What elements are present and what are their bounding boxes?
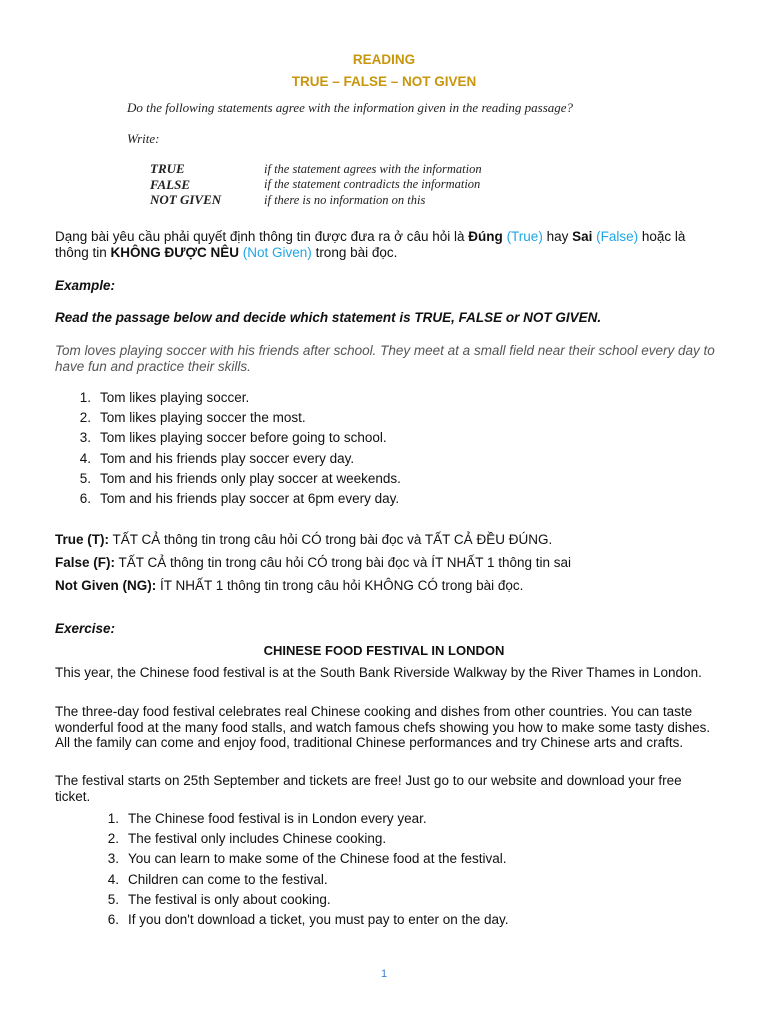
instruction-desc-not-given: if there is no information on this: [264, 193, 426, 207]
document-page: READING TRUE – FALSE – NOT GIVEN Do the following statements agree with the information given in the reading passage? Write: TRUE if the statement agrees with the information FALSE if the statement contradicts the information NOT GIVEN if there is no information on this Dạng bài yêu cầu phải quyết định thông tin được đưa ra ở câu hỏi là Đúng (True) hay Sai (False) hoặc là thông tin KHÔNG ĐƯỢC NÊU (Not Given) trong bài đọc. Example: Read the passage below and decide which statement is TRUE, FALSE or NOT GIVEN. Tom loves playing soccer with his friends after school. They meet at a small field near their school every day to have fun and practice their skills. 1. Tom likes playing soccer. 2. Tom likes playing soccer the most. 3. Tom likes playing soccer before going to school. 4. Tom and his friends play soccer every day. 5. Tom and his friends only play soccer at weekends. 6. Tom and his friends play soccer at 6pm every day. True (T): TẤT CẢ thông tin trong câu hỏi CÓ trong bài đọc và TẤT CẢ ĐỀU ĐÚNG. False (F): TẤT CẢ thông tin trong câu hỏi CÓ trong bài đọc và ÍT NHẤT 1 thông tin sai Not Given (NG): ÍT NHẤT 1 thông tin trong câu hỏi KHÔNG CÓ trong bài đọc. Exercise: CHINESE FOOD FESTIVAL IN LONDON This year, the Chinese food festival is at the South Bank Riverside Walkway by the River Thames in London. The three-day food festival celebrates real Chinese cooking and dishes from other countries. You can taste wonderful food at the many food stalls, and watch famous chefs showing you how to make some tasty dishes. All the family can come and enjoy food, traditional Chinese performances and try Chinese arts and crafts. The festival starts on 25th September and tickets are free! Just go to our website and download your free ticket. 1. The Chinese food festival is in London every year. 2. The festival only includes Chinese cooking. 3. You can learn to make some of the Chinese food at the festival. 4. Children can come to the festival. 5. The festival is only about cooking. 6. If you don't download a ticket, you must pay to enter on the day. 1: [0, 0, 768, 1024]
page-number: 1: [380, 968, 388, 980]
instruction-term-not-given: NOT GIVEN: [150, 192, 222, 207]
definition-not-given: Not Given (NG): ÍT NHẤT 1 thông tin trong câu hỏi KHÔNG CÓ trong bài đọc.: [55, 578, 524, 593]
exercise-paragraph-1: This year, the Chinese food festival is at the South Bank Riverside Walkway by the River Thames in London.: [55, 665, 702, 680]
example-instruction: Read the passage below and decide which statement is TRUE, FALSE or NOT GIVEN.: [55, 310, 602, 325]
instruction-write-label: Write:: [127, 131, 160, 146]
intro-paragraph: Dạng bài yêu cầu phải quyết định thông tin được đưa ra ở câu hỏi là Đúng (True) hay Sai (False) hoặc là thông tin KHÔNG ĐƯỢC NÊU (Not Given) trong bài đọc.: [55, 229, 686, 260]
exercise-paragraph-3: The festival starts on 25th September and tickets are free! Just go to our website and download your free ticket.: [55, 773, 682, 804]
page-title: READING: [352, 52, 416, 67]
instruction-desc-true: if the statement agrees with the information: [264, 162, 482, 176]
page-subtitle: TRUE – FALSE – NOT GIVEN: [291, 74, 477, 89]
example-passage: Tom loves playing soccer with his friends after school. They meet at a small field near their school every day to have fun and practice their skills.: [55, 343, 715, 374]
definition-false: False (F): TẤT CẢ thông tin trong câu hỏi CÓ trong bài đọc và ÍT NHẤT 1 thông tin sai: [55, 555, 572, 570]
definition-true: True (T): TẤT CẢ thông tin trong câu hỏi CÓ trong bài đọc và TẤT CẢ ĐỀU ĐÚNG.: [55, 532, 553, 547]
instruction-term-true: TRUE: [150, 161, 185, 176]
exercise-paragraph-2: The three-day food festival celebrates real Chinese cooking and dishes from other countries. You can taste wonderful food at the many food stalls, and watch famous chefs showing you how to make some tasty dishes. All the family can come and enjoy food, traditional Chinese performances and try Chinese arts and crafts.: [55, 704, 711, 750]
exercise-label: Exercise:: [55, 621, 116, 636]
instruction-term-false: FALSE: [150, 177, 190, 192]
exercise-title: CHINESE FOOD FESTIVAL IN LONDON: [263, 643, 505, 658]
instruction-question: Do the following statements agree with the information given in the reading passage?: [127, 100, 574, 115]
example-label: Example:: [55, 278, 116, 293]
instruction-desc-false: if the statement contradicts the information: [264, 177, 481, 191]
